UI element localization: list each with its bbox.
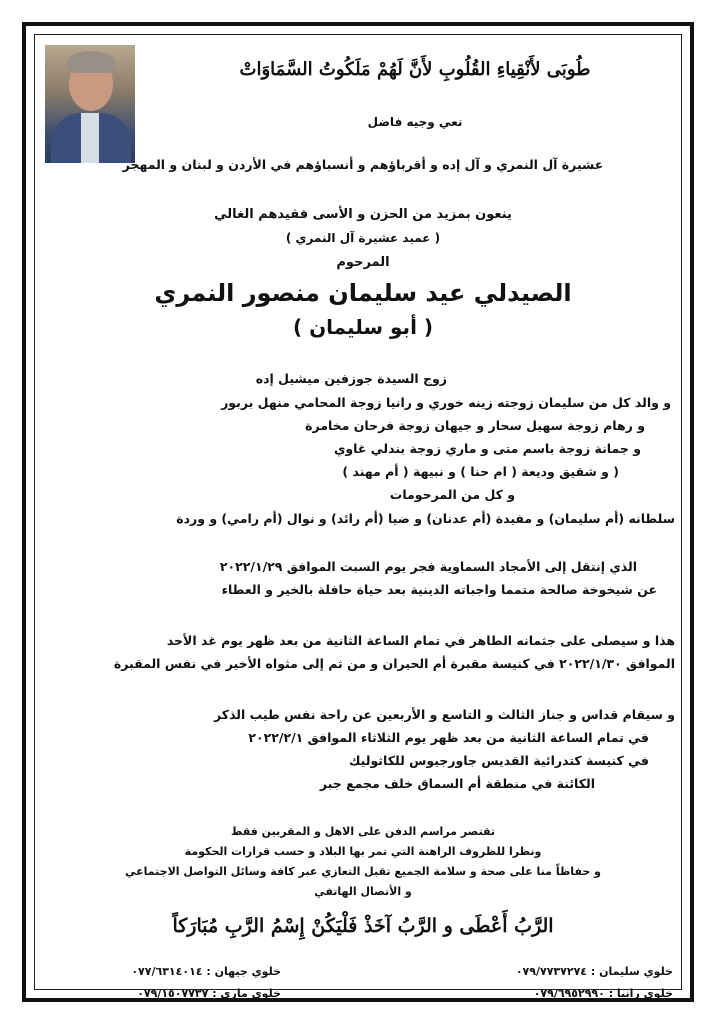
contact-jihan bbox=[131, 965, 281, 978]
title-paren: ( عميد عشيرة آل النمري ) bbox=[285, 231, 441, 245]
photo-hair bbox=[67, 51, 115, 73]
mourning-line: ينعون بمزيد من الحزن و الأسى فقيدهم الغالي bbox=[214, 207, 512, 222]
contact-number: ٠٧٩/١٥٠٧٧٣٧ bbox=[137, 987, 209, 1000]
funeral-line: الموافق ٢٠٢٢/١/٣٠ في كنيسة مقبرة أم الحيران و من ثم إلى مثواه الأخير في نفس المقبرة bbox=[113, 656, 675, 671]
passing-line: الذي إنتقل إلى الأمجاد السماوية فجر يوم السبت الموافق ٢٠٢٢/١/٢٩ bbox=[219, 559, 637, 574]
notice-label: نعي وجيه فاضل bbox=[367, 115, 463, 129]
contact-salman bbox=[516, 965, 673, 978]
families-line: عشيرة آل النمري و آل إده و أقرباؤهم و أنسباؤهم في الأردن و لبنان و المهجر bbox=[122, 157, 604, 172]
contact-mary bbox=[137, 987, 281, 1000]
notes-line: و حفاظاً منا على صحة و سلامة الجميع تقبل التعازي عبر كافة وسائل التواصل الاجتماعي bbox=[125, 865, 601, 878]
mass-line: في تمام الساعة الثانية من بعد ظهر يوم الثلاثاء الموافق ٢٠٢٢/٢/١ bbox=[248, 730, 649, 745]
obituary-frame bbox=[22, 22, 694, 1002]
contact-label: خلوي جيهان : bbox=[206, 965, 281, 978]
contact-label: خلوي ماري : bbox=[212, 987, 281, 1000]
photo-shirt bbox=[81, 113, 99, 163]
deceased-photo bbox=[45, 45, 135, 163]
family-line: و رهام زوجة سهيل سحار و جيهان زوجة فرحان مخامرة bbox=[305, 418, 645, 433]
funeral-line: هذا و سيصلى على جثمانه الطاهر في تمام الساعة الثانية من بعد ظهر يوم غد الأحد bbox=[166, 633, 675, 648]
family-line: و والد كل من سليمان زوجته زينه خوري و رانيا زوجة المحامي منهل بربور bbox=[221, 395, 671, 410]
mass-line: الكائنة في منطقة أم السماق خلف مجمع جبر bbox=[319, 776, 595, 791]
notes-line: تقتصر مراسم الدفن على الاهل و المقربين فقط bbox=[230, 825, 496, 838]
contact-number: ٠٧٩/٧٧٣٧٢٧٤ bbox=[515, 965, 587, 978]
family-line: زوج السيدة جوزفين ميشيل إده bbox=[255, 371, 447, 386]
passing-line: عن شيخوخة صالحة متمما واجباته الدينية بعد حياة حافلة بالخير و العطاء bbox=[221, 582, 657, 597]
closing-verse: الرَّبُ أَعْطَى و الرَّبُ آخَذْ فَلْيَكُنْ إِسْمُ الرَّبِ مُبَارَكاً bbox=[172, 915, 554, 937]
notes-line: ونظرا للظروف الراهنة التي تمر بها البلاد و حسب قرارات الحكومة bbox=[184, 845, 542, 858]
deceased-name: الصيدلي عيد سليمان منصور النمري bbox=[154, 279, 572, 307]
contact-number: ٠٧٩/٦٩٥٢٩٩٠ bbox=[533, 987, 605, 1000]
contact-rania bbox=[534, 987, 673, 1000]
family-line: ( و شقيق وديعة ( ام حنا ) و نبيهة ( أم مهند ) bbox=[342, 464, 619, 479]
mass-line: و سيقام قداس و جناز الثالث و التاسع و الأربعين عن راحة نفس طيب الذكر bbox=[214, 707, 675, 722]
contact-label: خلوي رانيا : bbox=[608, 987, 673, 1000]
late-label: المرحوم bbox=[336, 255, 390, 270]
family-line: سلطانه (أم سليمان) و مفيدة (أم عدنان) و ضيا (أم رائد) و نوال (أم رامي) و وردة bbox=[176, 511, 675, 526]
obituary-inner-border bbox=[34, 34, 682, 1000]
header-verse: طُوبَى لأَنْقِياءِ القُلُوبِ لأَنَّ لَهُمْ مَلَكُوتُ السَّمَاوَاتْ bbox=[239, 59, 591, 80]
mass-line: في كنيسة كتدرائية القديس جاورجيوس للكاثوليك bbox=[349, 753, 649, 768]
contact-label: خلوي سليمان : bbox=[590, 965, 673, 978]
contact-number: ٠٧٧/٦٣١٤٠١٤ bbox=[131, 965, 203, 978]
family-line: و كل من المرحومات bbox=[389, 487, 515, 502]
notes-line: و الأتصال الهاتفي bbox=[314, 885, 412, 898]
family-line: و جمانة زوجة باسم متى و ماري زوجة بندلي غاوي bbox=[333, 441, 641, 456]
deceased-kunya: ( أبو سليمان ) bbox=[292, 315, 434, 339]
